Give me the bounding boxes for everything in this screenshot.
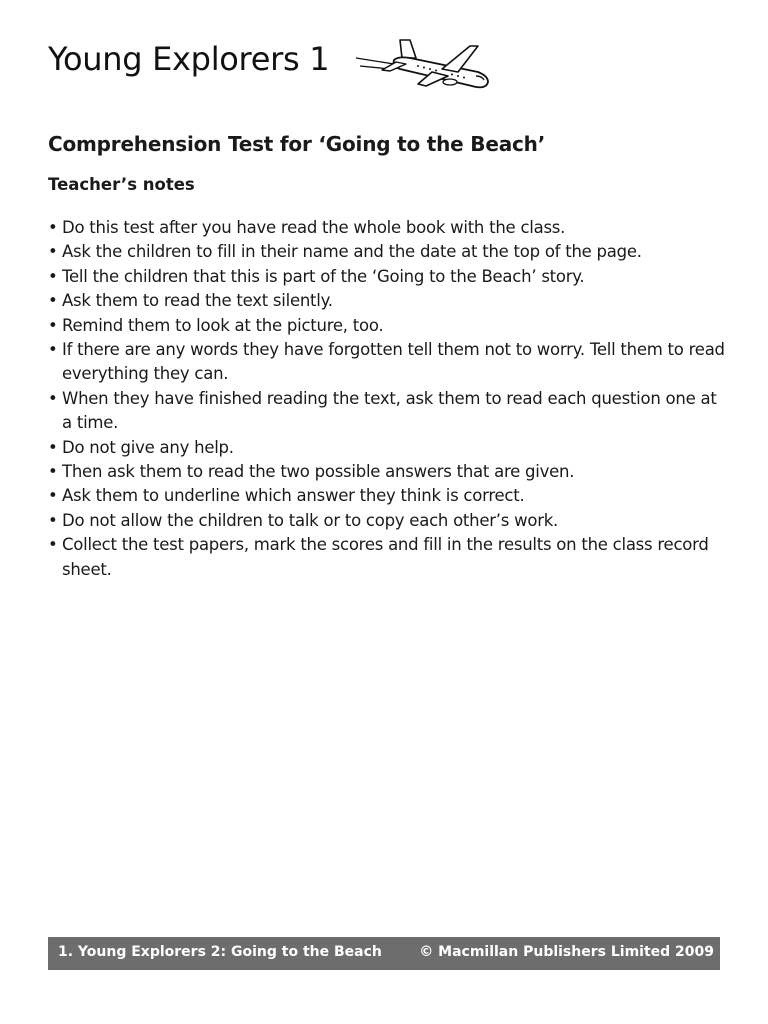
list-item [48,265,728,289]
footer-book-title: 1. Young Explorers 2: Going to the Beach [58,944,382,960]
list-item [48,314,728,338]
bullet: • [48,535,58,555]
note-text: If there are any words they have forgotten tell them not to worry. Tell them to read everything they can. [62,340,725,384]
page-header [48,36,508,96]
note-text: Then ask them to read the two possible answers that are given. [62,462,575,482]
notes-heading: Teacher’s notes [48,175,195,194]
note-text: Ask the children to fill in their name and the date at the top of the page. [62,242,642,262]
note-text: When they have finished reading the text, ask them to read each question one at a time. [62,388,717,433]
list-item [48,509,728,533]
test-title: Comprehension Test for ‘Going to the Beach’ [48,132,546,156]
list-item [48,338,728,387]
bullet: • [48,266,58,286]
list-item [48,460,728,484]
note-text: Do not allow the children to talk or to copy each other’s work. [62,510,559,530]
list-item [48,289,728,313]
list-item [48,240,728,264]
note-text: Ask them to read the text silently. [62,291,333,311]
list-item [48,484,728,508]
bullet: • [48,388,58,408]
page-footer [48,937,720,970]
bullet: • [48,315,58,335]
bullet: • [48,242,58,262]
bullet: • [48,437,58,457]
note-text: Do this test after you have read the whole book with the class. [62,218,566,237]
note-text: Tell the children that this is part of the ‘Going to the Beach’ story. [62,266,585,286]
list-item [48,216,728,240]
bullet: • [48,291,58,311]
bullet: • [48,218,58,237]
list-item [48,533,728,582]
list-item [48,387,728,436]
bullet: • [48,486,58,506]
teacher-notes-list [48,216,728,582]
bullet: • [48,510,58,530]
note-text: Do not give any help. [62,437,234,457]
footer-copyright: © Macmillan Publishers Limited 2009 [419,944,714,960]
airplane-icon [354,36,494,98]
list-item [48,436,728,460]
bullet: • [48,340,58,360]
note-text: Collect the test papers, mark the scores and fill in the results on the class record sheet. [62,535,709,579]
note-text: Remind them to look at the picture, too. [62,315,384,335]
page-title: Young Explorers 1 [48,40,330,78]
bullet: • [48,462,58,482]
note-text: Ask them to underline which answer they think is correct. [62,486,525,506]
